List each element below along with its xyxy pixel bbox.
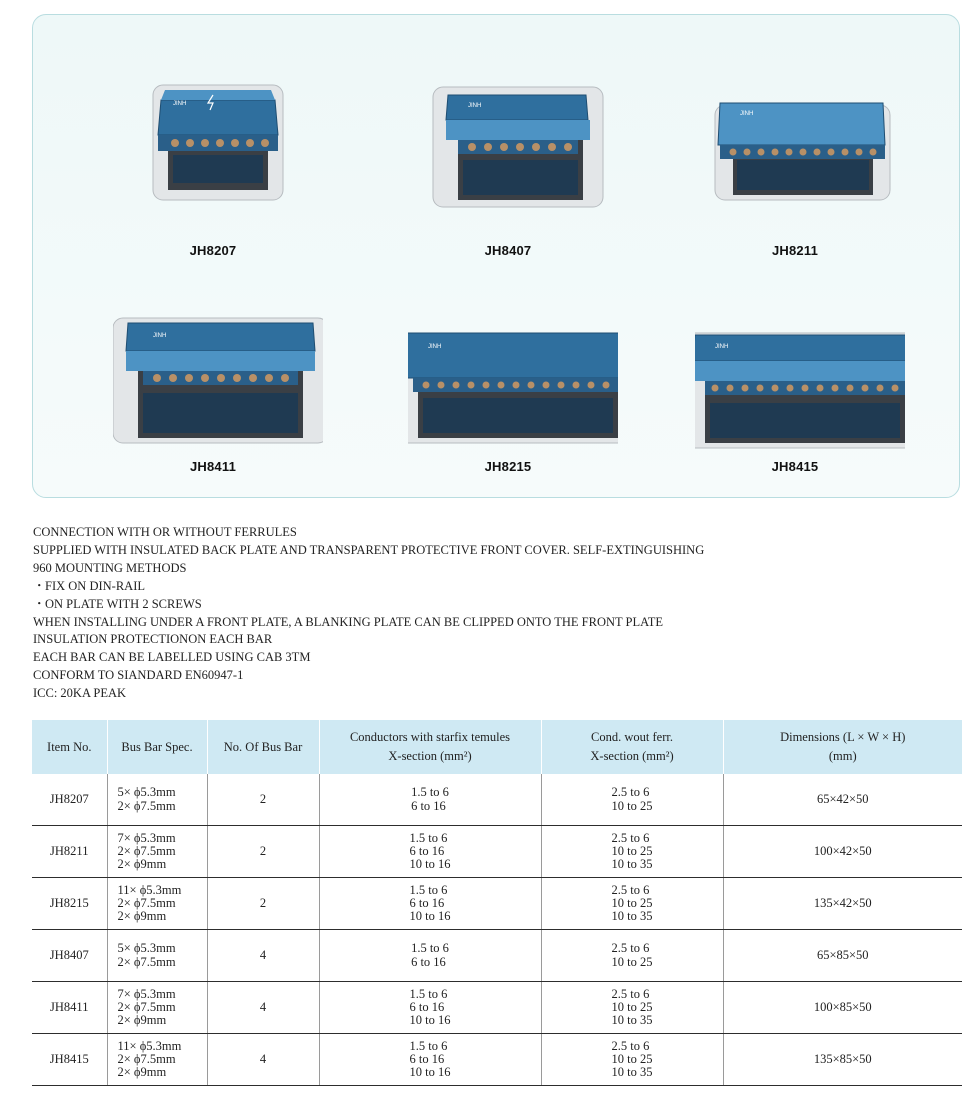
feature-item: INSULATION PROTECTIONON EACH BAR	[33, 632, 273, 647]
cell-bus-bar-spec-line: 7× ϕ5.3mm	[117, 830, 176, 845]
cell-bus-bar-spec	[107, 774, 207, 826]
cell-bus-bar-spec-line: 2× ϕ7.5mm	[117, 843, 176, 858]
header-item-no: Item No.	[32, 720, 107, 774]
brand-mark: JINH	[153, 333, 167, 339]
cell-bus-bar-spec-line: 11× ϕ5.3mm	[117, 882, 182, 897]
cell-with-ferrules-line: 1.5 to 6	[409, 830, 448, 845]
cell-bus-bar-spec	[107, 826, 207, 878]
table-row	[32, 826, 962, 878]
cell-with-ferrules-line: 10 to 16	[409, 1013, 451, 1028]
feature-item: CONNECTION WITH OR WITHOUT FERRULES	[33, 525, 297, 539]
cell-with-ferrules-line: 6 to 16	[409, 895, 445, 910]
header-bus-bar-spec: Bus Bar Spec.	[107, 720, 207, 774]
product-label: JH8207	[189, 243, 237, 258]
table-header-row	[32, 720, 962, 774]
cell-bus-bar-count: 2	[207, 826, 319, 878]
header-without-ferrules: Cond. wout ferr. X-section (mm²)	[541, 720, 723, 774]
feature-item: CONFORM TO SIANDARD EN60947-1	[33, 668, 244, 683]
cell-item-no: JH8207	[32, 774, 107, 826]
terminal-block-image	[113, 293, 323, 458]
cell-dimensions: 100×85×50	[723, 982, 962, 1034]
cell-with-ferrules	[319, 982, 541, 1034]
cell-with-ferrules-line: 6 to 16	[409, 999, 445, 1014]
cell-bus-bar-spec	[107, 878, 207, 930]
cell-without-ferrules-line: 10 to 35	[611, 857, 653, 872]
cell-bus-bar-spec-line: 7× ϕ5.3mm	[117, 986, 176, 1001]
cell-item-no: JH8211	[32, 826, 107, 878]
cell-item-no: JH8407	[32, 930, 107, 982]
cell-without-ferrules-line: 10 to 25	[611, 999, 653, 1014]
cell-dimensions: 135×85×50	[723, 1034, 962, 1086]
cell-without-ferrules-line: 10 to 25	[611, 798, 653, 813]
cell-with-ferrules-line: 10 to 16	[409, 909, 451, 924]
spec-table-body	[32, 774, 962, 1086]
feature-subitem: ・FIX ON DIN-RAIL	[33, 578, 953, 596]
spec-table	[32, 720, 962, 1086]
terminal-block-image	[695, 65, 905, 230]
cell-with-ferrules	[319, 774, 541, 826]
cell-with-ferrules	[319, 1034, 541, 1086]
cell-without-ferrules-line: 2.5 to 6	[611, 830, 650, 845]
cell-dimensions: 135×42×50	[723, 878, 962, 930]
feature-item: SUPPLIED WITH INSULATED BACK PLATE AND TRANSPARENT PROTECTIVE FRONT COVER. SELF-EXTINGUISHING	[33, 542, 705, 557]
cell-without-ferrules-line: 10 to 35	[611, 1065, 653, 1080]
cell-with-ferrules-line: 6 to 16	[411, 798, 446, 813]
cell-bus-bar-count: 4	[207, 1034, 319, 1086]
feature-item: ICC: 20KA PEAK	[33, 686, 127, 701]
cell-dimensions: 65×42×50	[723, 774, 962, 826]
cell-without-ferrules	[541, 878, 723, 930]
bullet-icon: ・	[33, 596, 46, 611]
cell-bus-bar-spec-line: 2× ϕ9mm	[117, 1065, 167, 1080]
cell-with-ferrules-line: 1.5 to 6	[411, 785, 449, 800]
cell-with-ferrules-line: 1.5 to 6	[409, 882, 448, 897]
product-label: JH8407	[484, 243, 532, 258]
cell-bus-bar-spec	[107, 982, 207, 1034]
cell-without-ferrules	[541, 982, 723, 1034]
cell-bus-bar-count: 4	[207, 982, 319, 1034]
cell-dimensions: 65×85×50	[723, 930, 962, 982]
cell-without-ferrules-line: 10 to 25	[611, 843, 653, 858]
cell-without-ferrules	[541, 774, 723, 826]
cell-without-ferrules-line: 10 to 25	[611, 895, 653, 910]
brand-mark: JINH	[740, 111, 754, 117]
bullet-icon: ・	[33, 578, 46, 593]
brand-mark: JINH	[715, 344, 729, 350]
cell-without-ferrules	[541, 1034, 723, 1086]
cell-bus-bar-spec-line: 2× ϕ7.5mm	[117, 1051, 176, 1066]
cell-item-no: JH8411	[32, 982, 107, 1034]
cell-without-ferrules-line: 10 to 35	[611, 1013, 653, 1028]
terminal-block-image	[408, 293, 618, 458]
product-gallery	[32, 14, 960, 498]
cell-bus-bar-spec-line: 2× ϕ7.5mm	[117, 798, 176, 813]
cell-with-ferrules	[319, 930, 541, 982]
terminal-block-image	[113, 65, 323, 230]
cell-with-ferrules-line: 10 to 16	[409, 857, 451, 872]
cell-without-ferrules-line: 10 to 25	[611, 1051, 653, 1066]
cell-bus-bar-spec-line: 2× ϕ9mm	[117, 909, 167, 924]
product-jh8415	[645, 243, 945, 473]
product-jh8407	[358, 15, 658, 258]
product-label: JH8415	[771, 459, 819, 474]
cell-bus-bar-spec-line: 2× ϕ7.5mm	[117, 895, 176, 910]
cell-bus-bar-count: 4	[207, 930, 319, 982]
cell-bus-bar-spec	[107, 930, 207, 982]
header-with-ferrules: Conductors with starfix temules X-section (mm²)	[319, 720, 541, 774]
product-jh8411	[63, 243, 363, 473]
cell-without-ferrules-line: 10 to 25	[611, 954, 653, 969]
cell-without-ferrules-line: 2.5 to 6	[611, 941, 650, 956]
feature-item: WHEN INSTALLING UNDER A FRONT PLATE, A BLANKING PLATE CAN BE CLIPPED ONTO THE FRONT PLATE	[33, 614, 664, 629]
cell-without-ferrules	[541, 930, 723, 982]
cell-without-ferrules-line: 2.5 to 6	[611, 1038, 650, 1053]
cell-dimensions: 100×42×50	[723, 826, 962, 878]
cell-with-ferrules-line: 1.5 to 6	[409, 986, 448, 1001]
feature-item: EACH BAR CAN BE LABELLED USING CAB 3TM	[33, 650, 311, 665]
cell-bus-bar-spec-line: 11× ϕ5.3mm	[117, 1038, 182, 1053]
product-label: JH8211	[771, 243, 819, 258]
cell-without-ferrules-line: 2.5 to 6	[611, 882, 650, 897]
product-jh8211	[645, 15, 945, 258]
cell-item-no: JH8415	[32, 1034, 107, 1086]
header-dimensions: Dimensions (L × W × H) (mm)	[723, 720, 962, 774]
product-label: JH8411	[189, 459, 237, 474]
cell-with-ferrules-line: 6 to 16	[411, 954, 446, 969]
cell-bus-bar-spec	[107, 1034, 207, 1086]
cell-bus-bar-spec-line: 2× ϕ7.5mm	[117, 954, 176, 969]
brand-mark: JINH	[173, 101, 187, 107]
terminal-block-image	[408, 65, 618, 230]
feature-subitem: ・ON PLATE WITH 2 SCREWS	[33, 596, 953, 614]
cell-without-ferrules-line: 10 to 35	[611, 909, 653, 924]
feature-list	[33, 524, 953, 703]
product-label: JH8215	[484, 459, 532, 474]
cell-with-ferrules-line: 6 to 16	[409, 843, 445, 858]
cell-without-ferrules-line: 2.5 to 6	[611, 986, 650, 1001]
cell-with-ferrules-line: 6 to 16	[409, 1051, 445, 1066]
cell-with-ferrules	[319, 878, 541, 930]
table-row	[32, 930, 962, 982]
product-jh8207	[63, 15, 363, 258]
brand-mark: JINH	[468, 103, 482, 109]
cell-bus-bar-spec-line: 5× ϕ5.3mm	[117, 785, 176, 800]
cell-item-no: JH8215	[32, 878, 107, 930]
cell-without-ferrules-line: 2.5 to 6	[611, 785, 650, 800]
cell-with-ferrules	[319, 826, 541, 878]
cell-with-ferrules-line: 10 to 16	[409, 1065, 451, 1080]
cell-bus-bar-spec-line: 2× ϕ9mm	[117, 1013, 167, 1028]
table-row	[32, 878, 962, 930]
cell-bus-bar-count: 2	[207, 774, 319, 826]
cell-bus-bar-spec-line: 2× ϕ7.5mm	[117, 999, 176, 1014]
feature-item: 960 MOUNTING METHODS	[33, 560, 187, 575]
cell-bus-bar-spec-line: 2× ϕ9mm	[117, 857, 167, 872]
terminal-block-image	[695, 293, 905, 458]
cell-without-ferrules	[541, 826, 723, 878]
table-row	[32, 774, 962, 826]
cell-with-ferrules-line: 1.5 to 6	[409, 1038, 448, 1053]
table-row	[32, 1034, 962, 1086]
table-row	[32, 982, 962, 1034]
cell-bus-bar-count: 2	[207, 878, 319, 930]
cell-with-ferrules-line: 1.5 to 6	[411, 941, 449, 956]
product-jh8215	[358, 243, 658, 473]
header-bus-bar-count: No. Of Bus Bar	[207, 720, 319, 774]
brand-mark: JINH	[428, 344, 442, 350]
cell-bus-bar-spec-line: 5× ϕ5.3mm	[117, 941, 176, 956]
